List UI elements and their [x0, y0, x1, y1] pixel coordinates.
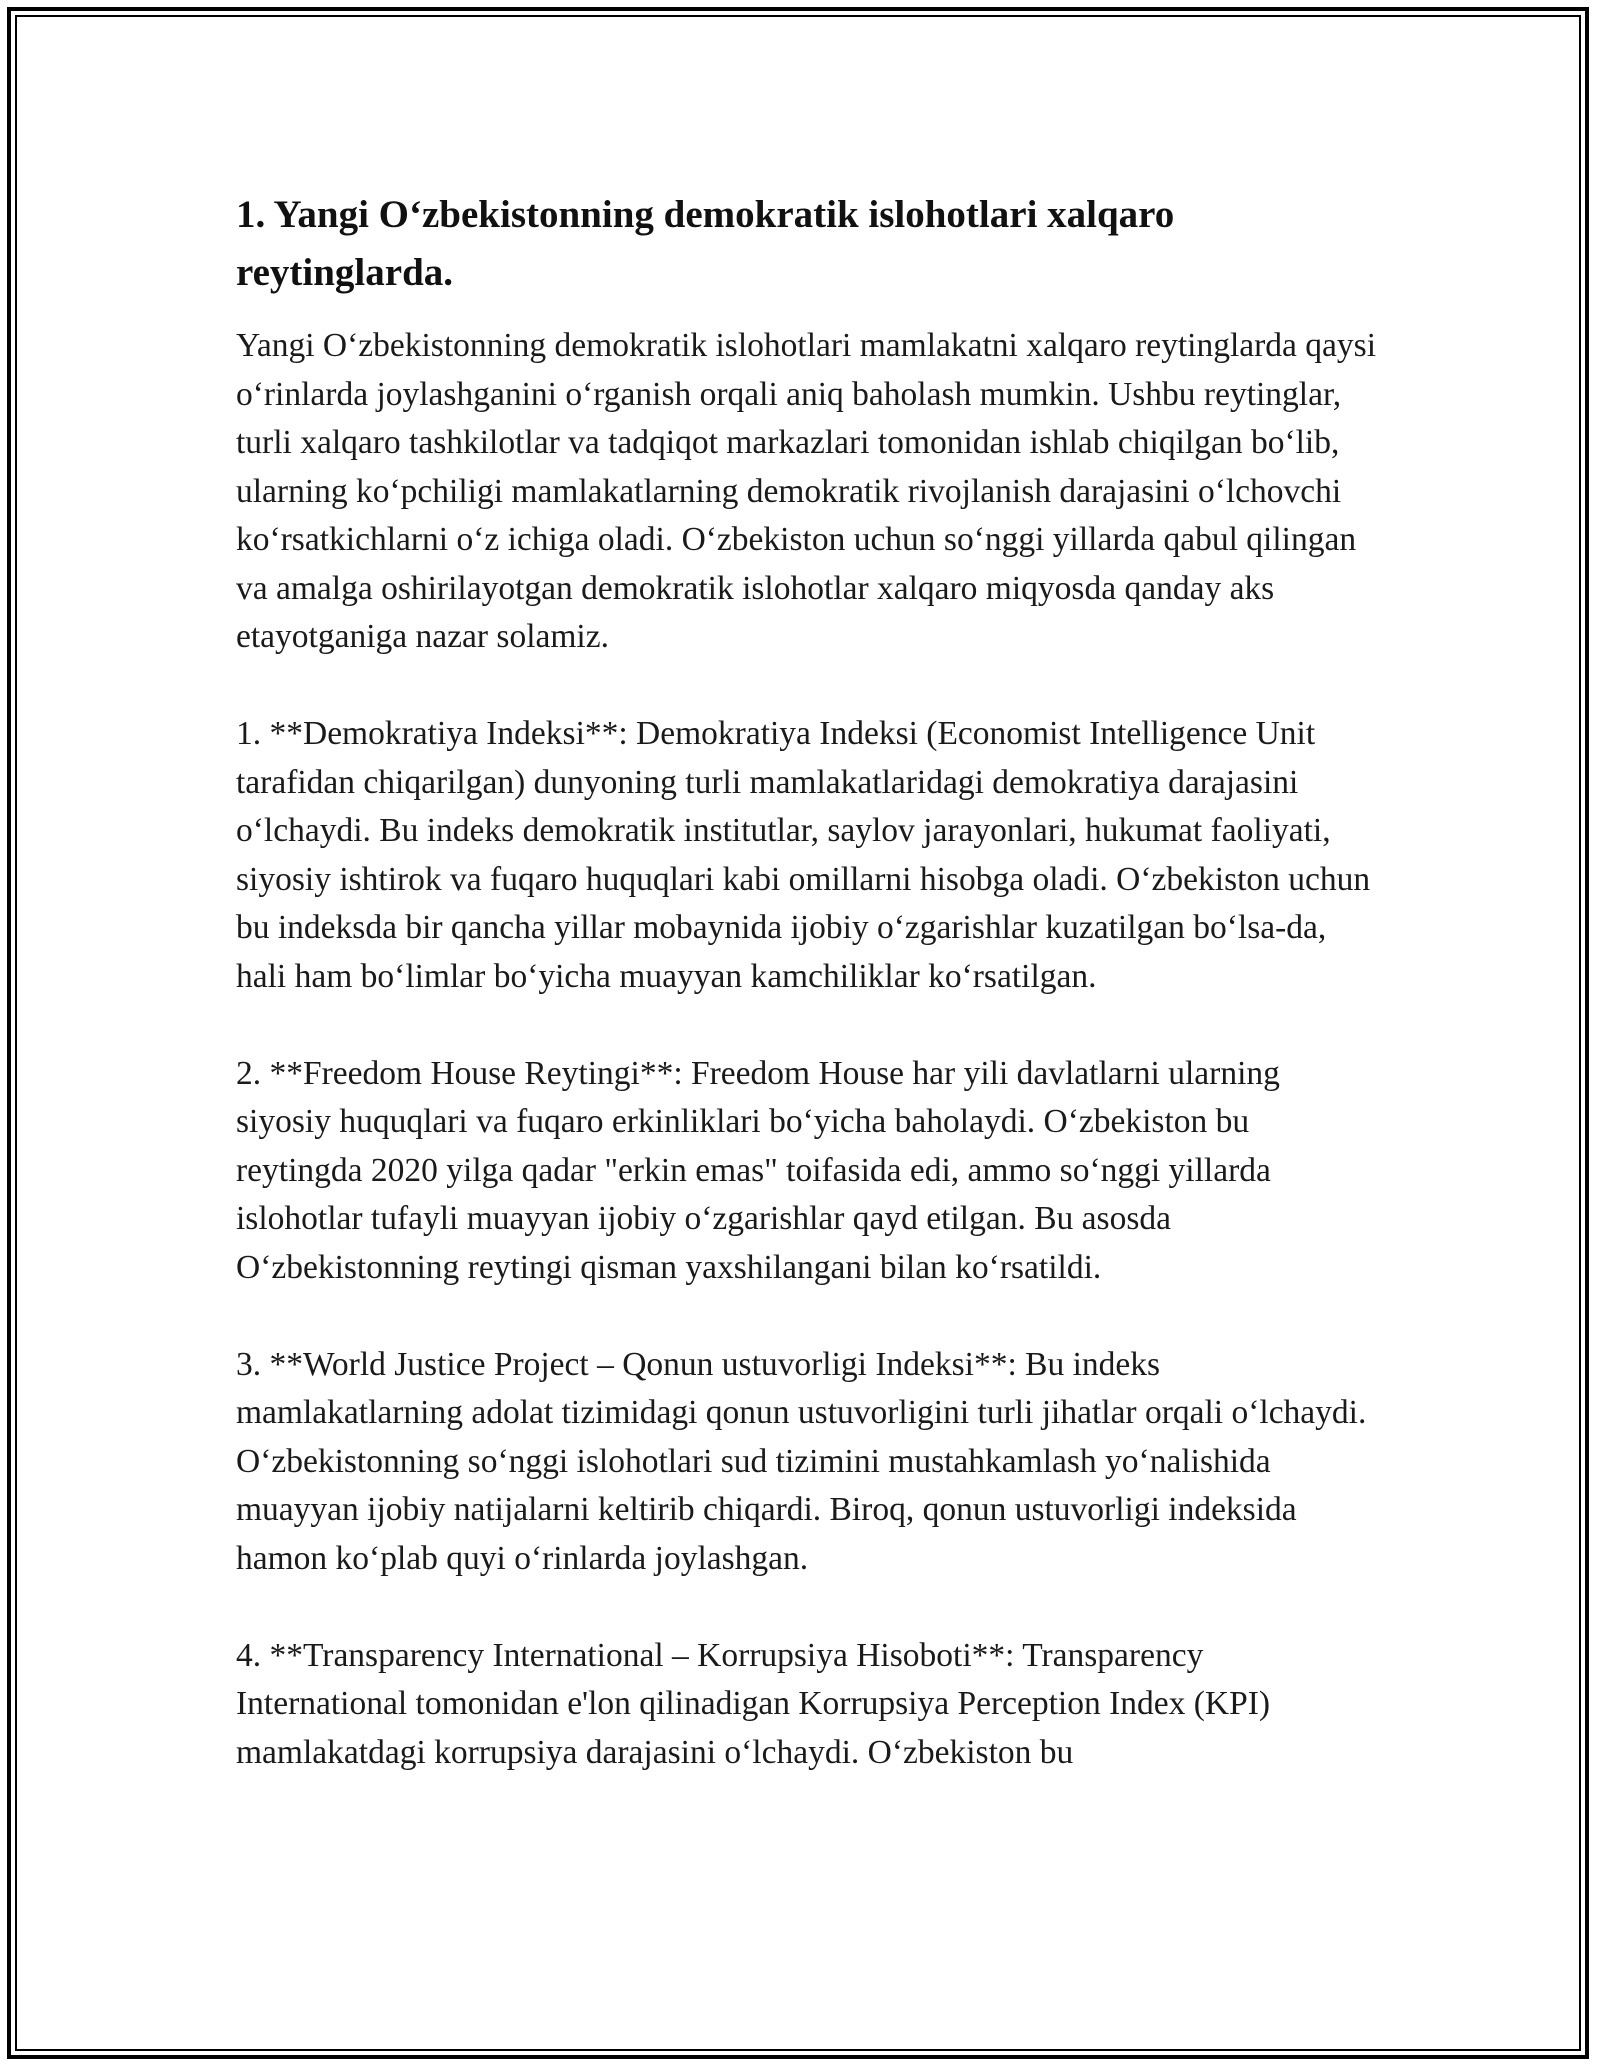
paragraph-transparency-international: 4. **Transparency International – Korrupsiya Hisoboti**: Transparency International tomonidan e'lon qilinadigan Korrupsiya Perception Index (KPI) mamlakatdagi korrupsiya darajasini o‘lchaydi. O‘zbekiston bu	[236, 1636, 1271, 1771]
document-body	[236, 186, 1376, 1826]
intro-paragraph: Yangi O‘zbekistonning demokratik islohotlari mamlakatni xalqaro reytinglarda qaysi o‘rinlarda joylashganini o‘rganish orqali aniq baholash mumkin. Ushbu reytinglar, turli xalqaro tashkilotlar va tadqiqot markazlari tomonidan ishlab chiqilgan bo‘lib, ularning ko‘pchiligi mamlakatlarning demokratik rivojlanish darajasini o‘lchovchi ko‘rsatkichlarni o‘z ichiga oladi. O‘zbekiston uchun so‘nggi yillarda qabul qilingan va amalga oshirilayotgan demokratik islohotlar xalqaro miqyosda qanday aks etayotganiga nazar solamiz.	[236, 327, 1376, 655]
paragraph-world-justice-project: 3. **World Justice Project – Qonun ustuvorligi Indeksi**: Bu indeks mamlakatlarning adolat tizimidagi qonun ustuvorligini turli jihatlar orqali o‘lchaydi. O‘zbekistonning so‘nggi islohotlari sud tizimini mustahkamlash yo‘nalishida muayyan ijobiy natijalarni keltirib chiqardi. Biroq, qonun ustuvorligi indeksida hamon ko‘plab quyi o‘rinlarda joylashgan.	[236, 1345, 1367, 1577]
paragraph-democracy-index: 1. **Demokratiya Indeksi**: Demokratiya Indeksi (Economist Intelligence Unit tarafidan chiqarilgan) dunyoning turli mamlakatlaridagi demokratiya darajasini o‘lchaydi. Bu indeks demokratik institutlar, saylov jarayonlari, hukumat faoliyati, siyosiy ishtirok va fuqaro huquqlari kabi omillarni hisobga oladi. O‘zbekiston uchun bu indeksda bir qancha yillar mobaynida ijobiy o‘zgarishlar kuzatilgan bo‘lsa-da, hali ham bo‘limlar bo‘yicha muayyan kamchiliklar ko‘rsatilgan.	[236, 715, 1371, 995]
document-title: 1. Yangi O‘zbekistonning demokratik islohotlari xalqaro reytinglarda.	[236, 193, 1175, 294]
paragraph-freedom-house: 2. **Freedom House Reytingi**: Freedom House har yili davlatlarni ularning siyosiy huquqlari va fuqaro erkinliklari bo‘yicha baholaydi. O‘zbekiston bu reytingda 2020 yilga qadar "erkin emas" toifasida edi, ammo so‘nggi yillarda islohotlar tufayli muayyan ijobiy o‘zgarishlar qayd etilgan. Bu asosda O‘zbekistonning reytingi qisman yaxshilangani bilan ko‘rsatildi.	[236, 1054, 1280, 1286]
